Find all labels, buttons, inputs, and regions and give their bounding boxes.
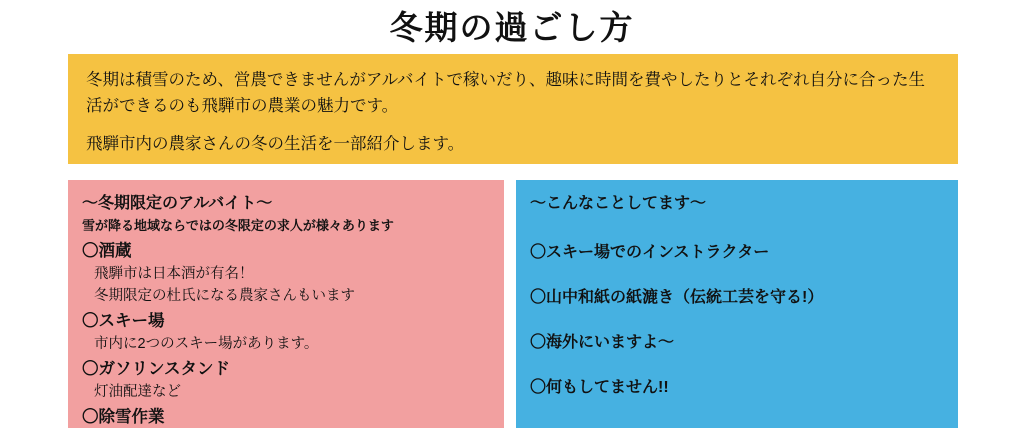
intro-box <box>68 54 958 164</box>
list-item-detail: 飛騨市は日本酒が有名！ <box>94 266 254 282</box>
list-item: 〇ガソリンスタンド <box>82 360 231 378</box>
left-panel-note: 雪が降る地域ならではの冬限定の求人が様々あります <box>82 218 394 233</box>
intro-paragraph-2: 飛騨市内の農家さんの冬の生活を一部紹介します。 <box>86 135 465 154</box>
list-item: 〇酒蔵 <box>82 242 132 260</box>
list-item-detail: 灯油配達など <box>94 384 181 400</box>
list-item: 〇山中和紙の紙漉き（伝統工芸を守る!） <box>530 289 824 306</box>
left-panel-heading: ～冬期限定のアルバイト～ <box>82 195 273 212</box>
list-item: 〇除雪作業 <box>82 408 165 426</box>
list-item-detail: 冬期限定の杜氏になる農家さんもいます <box>94 288 355 304</box>
list-item: 〇何もしてません!! <box>530 379 669 396</box>
list-item-detail: 市内に2つのスキー場があります。 <box>94 336 319 352</box>
list-item: 〇スキー場でのインストラクター <box>530 244 770 261</box>
right-panel-heading: ～こんなことしてます～ <box>530 195 707 212</box>
list-item: 〇スキー場 <box>82 312 165 330</box>
left-panel <box>68 180 504 428</box>
list-item: 〇海外にいますよ～ <box>530 334 675 351</box>
right-panel <box>516 180 958 428</box>
intro-paragraph-1: 冬期は積雪のため、営農できませんがアルバイトで稼いだり、趣味に時間を費やしたりとそれぞれ自分に合った生活ができるのも飛騨市の農業の魅力です。 <box>86 71 926 115</box>
page-title: 冬期の過ごし方 <box>389 9 635 46</box>
